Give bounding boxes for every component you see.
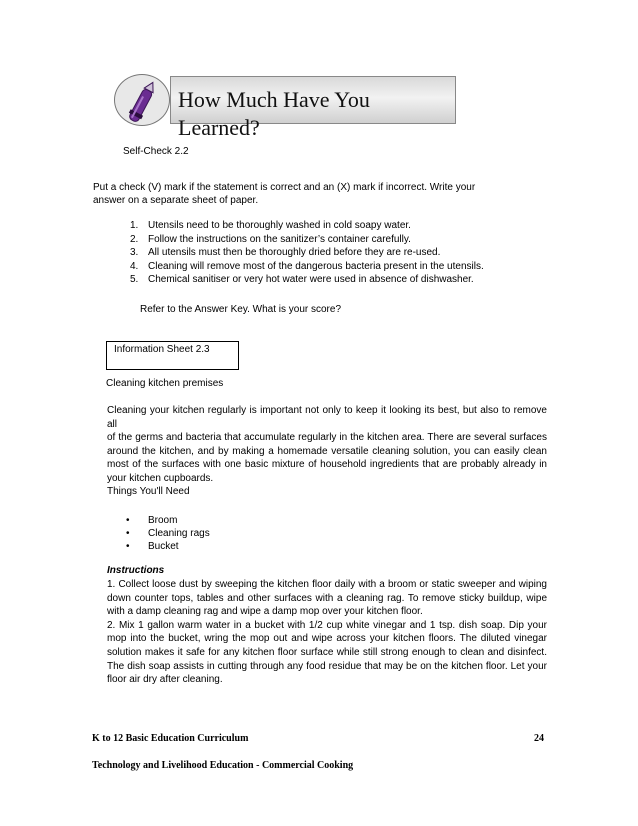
list-item: • Broom	[126, 515, 178, 526]
list-item: 1. Utensils need to be thoroughly washed in cold soapy water.	[130, 220, 411, 231]
instruction-line: answer on a separate sheet of paper.	[93, 195, 259, 206]
paragraph-line: solution makes it safe for any kitchen floor surface while still strong enough to clean and disinfect.	[107, 646, 547, 658]
list-item: 4. Cleaning will remove most of the dangerous bacteria present in the utensils.	[130, 260, 484, 272]
list-item: 3. All utensils must then be thoroughly dried before they are re-used.	[130, 247, 441, 258]
things-list	[126, 514, 348, 553]
paragraph-line: The dish soap assists in cutting through any food residue that may be on the kitchen floor. Let your	[107, 660, 547, 672]
instruction-line: Put a check (V) mark if the statement is correct and an (X) mark if incorrect. Write your	[93, 182, 476, 193]
information-sheet-label: Information Sheet 2.3	[114, 344, 210, 355]
footer-subject: Technology and Livelihood Education - Commercial Cooking	[92, 760, 354, 771]
footer-curriculum: K to 12 Basic Education Curriculum	[92, 733, 249, 744]
list-item: • Bucket	[126, 541, 179, 552]
paragraph-line: 1. Collect loose dust by sweeping the kitchen floor daily with a broom or static sweeper and wiping	[107, 579, 547, 590]
instructions-paragraph	[107, 578, 547, 687]
answer-key-note: Refer to the Answer Key. What is your score?	[140, 304, 342, 315]
self-check-instructions	[93, 181, 533, 207]
section-heading: Cleaning kitchen premises	[106, 378, 224, 389]
pen-icon	[115, 75, 171, 127]
paragraph-line: Cleaning your kitchen regularly is important not only to keep it looking its best, but also to remove all	[107, 405, 547, 430]
self-check-title: Self-Check 2.2	[123, 146, 189, 157]
banner-title: How Much Have You Learned?	[178, 87, 370, 140]
section-banner	[114, 74, 457, 140]
paragraph-line: most of the surfaces with one basic mixture of household ingredients that are probably already in	[107, 459, 547, 471]
list-item: 2. Follow the instructions on the sanitizer’s container carefully.	[130, 233, 411, 245]
paragraph-line: of the germs and bacteria that accumulate regularly in the kitchen area. There are several surfaces	[107, 432, 547, 444]
paragraph-line: floor air dry after cleaning.	[107, 674, 223, 686]
information-sheet-box	[106, 341, 239, 370]
banner-circle	[114, 74, 170, 126]
page-number: 24	[534, 733, 544, 744]
things-heading: Things You'll Need	[107, 486, 190, 497]
paragraph-line: your kitchen cupboards.	[107, 472, 214, 484]
self-check-list	[130, 219, 548, 287]
paragraph-line: down counter tops, tables and other surfaces with a cleaning rag. To remove sticky buildup, wipe	[107, 592, 547, 604]
list-item: • Cleaning rags	[126, 528, 210, 539]
paragraph-line: 2. Mix 1 gallon warm water in a bucket with 1/2 cup white vinegar and 1 tsp. dish soap. Dip your	[107, 619, 547, 631]
instructions-heading: Instructions	[107, 565, 165, 576]
paragraph-line: around the kitchen, and by making a homemade versatile cleaning solution, you can easily clean	[107, 445, 547, 457]
paragraph-line: mop into the bucket, wring the mop out and wipe across your kitchen floors. The diluted vinegar	[107, 633, 547, 645]
paragraph-line: with a damp cleaning rag and wipe a damp mop over your kitchen floor.	[107, 606, 423, 618]
list-item: 5. Chemical sanitiser or very hot water were used in absence of dishwasher.	[130, 274, 474, 285]
intro-paragraph	[107, 404, 547, 486]
